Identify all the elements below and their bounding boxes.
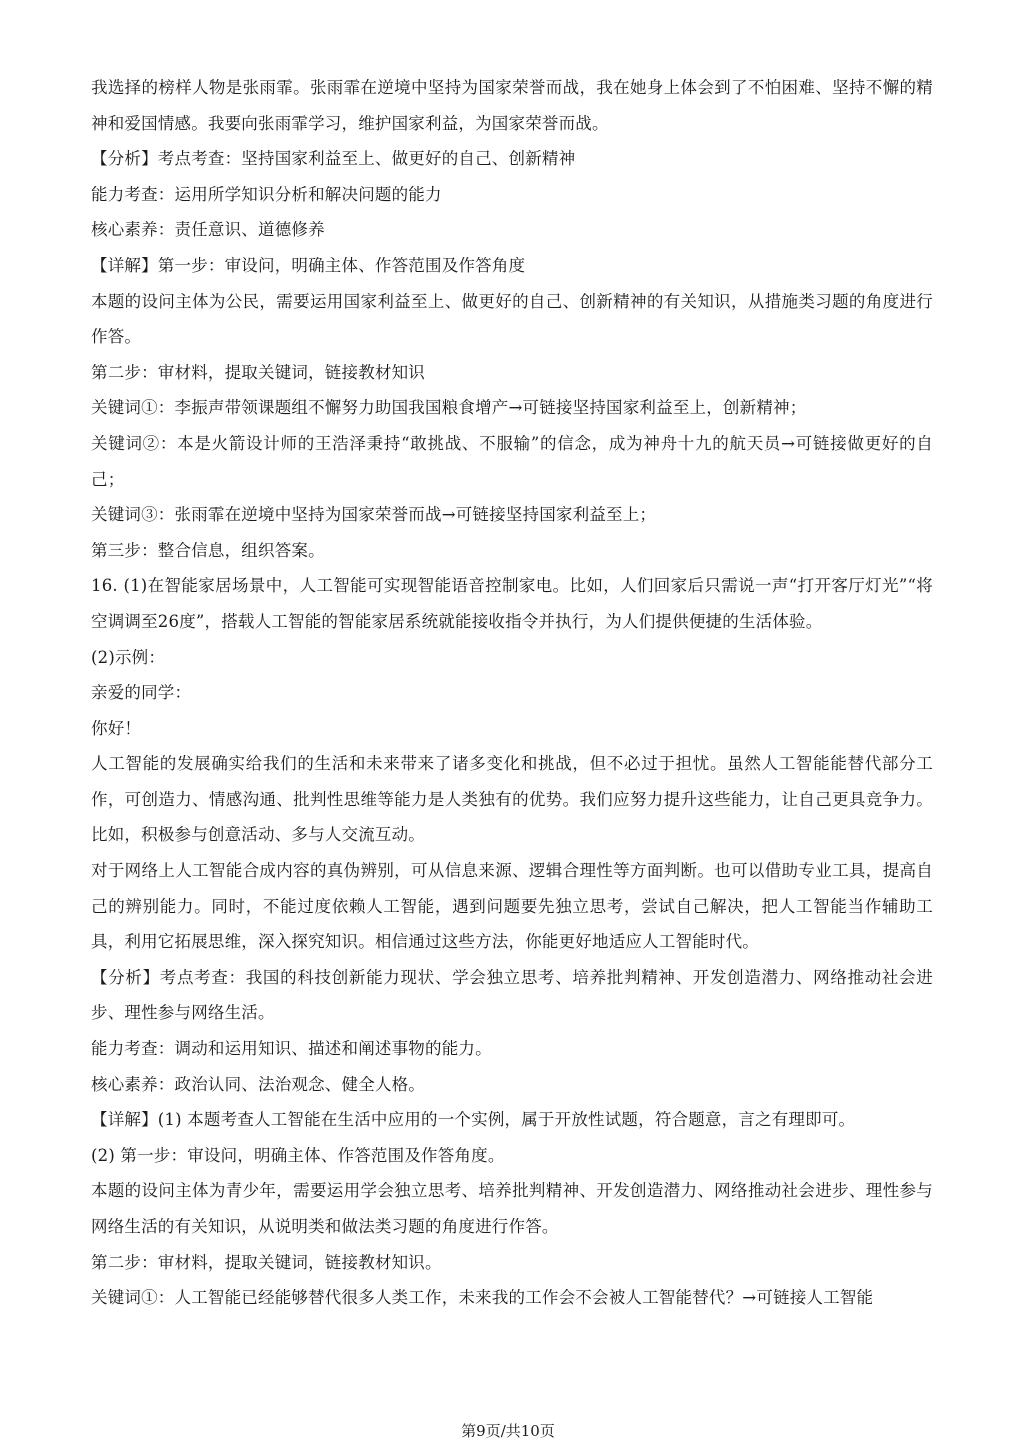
paragraph: 亲爱的同学：: [91, 683, 192, 703]
paragraph: (2)示例：: [91, 647, 166, 667]
paragraph: 人工智能的发展确实给我们的生活和未来带来了诸多变化和挑战，但不必过于担忧。虽然人工智能能替代部分工作，可创造力、情感沟通、批判性思维等能力是人类独有的优势。我们应努力提升这些能力，让自己更具竞争力。比如，积极参与创意活动、多与人交流互动。: [91, 754, 933, 845]
paragraph: 【详解】第一步：审设问，明确主体、作答范围及作答角度: [91, 255, 526, 275]
paragraph: 关键词①：李振声带领课题组不懈努力助国我国粮食增产→可链接坚持国家利益至上，创新精神；: [91, 398, 807, 418]
paragraph: (2) 第一步：审设问，明确主体、作答范围及作答角度。: [91, 1145, 505, 1165]
paragraph: 【分析】考点考查：我国的科技创新能力现状、学会独立思考、培养批判精神、开发创造潜力、网络推动社会进步、理性参与网络生活。: [91, 967, 933, 1023]
paragraph: 能力考查：运用所学知识分析和解决问题的能力: [91, 184, 442, 204]
paragraph: 关键词③：张雨霏在逆境中坚持为国家荣誉而战→可链接坚持国家利益至上；: [91, 505, 657, 525]
paragraph: 你好！: [91, 718, 142, 738]
paragraph: 第二步：审材料，提取关键词，链接教材知识。: [91, 1252, 442, 1272]
paragraph: 【详解】(1) 本题考查人工智能在生活中应用的一个实例，属于开放性试题，符合题意，言之有理即可。: [91, 1110, 856, 1130]
paragraph: 能力考查：调动和运用知识、描述和阐述事物的能力。: [91, 1039, 492, 1059]
paragraph: 【分析】考点考查：坚持国家利益至上、做更好的自己、创新精神: [91, 149, 576, 169]
paragraph: 关键词②：本是火箭设计师的王浩泽秉持“敢挑战、不服输”的信念，成为神舟十九的航天员→可链接做更好的自己；: [91, 433, 933, 489]
paragraph: 本题的设问主体为青少年，需要运用学会独立思考、培养批判精神、开发创造潜力、网络推动社会进步、理性参与网络生活的有关知识，从说明类和做法类习题的角度进行作答。: [91, 1181, 933, 1236]
paragraph: 核心素养：责任意识、道德修养: [91, 220, 325, 240]
paragraph: 对于网络上人工智能合成内容的真伪辨别，可从信息来源、逻辑合理性等方面判断。也可以借助专业工具，提高自己的辨别能力。同时，不能过度依赖人工智能，遇到问题要先独立思考，尝试自己解决，把人工智能当作辅助工具，利用它拓展思维，深入探究知识。相信通过这些方法，你能更好地适应人工智能时代。: [91, 861, 933, 952]
paragraph: 核心素养：政治认同、法治观念、健全人格。: [91, 1074, 425, 1094]
paragraph: 16. (1)在智能家居场景中，人工智能可实现智能语音控制家电。比如，人们回家后只需说一声“打开客厅灯光”“将空调调至26度”，搭载人工智能的智能家居系统就能接收指令并执行，为人们提供便捷的生活体验。: [91, 576, 933, 631]
document-body: [91, 70, 933, 1316]
paragraph: 关键词①：人工智能已经能够替代很多人类工作，未来我的工作会不会被人工智能替代？→可链接人工智能: [91, 1288, 874, 1308]
paragraph: 我选择的榜样人物是张雨霏。张雨霏在逆境中坚持为国家荣誉而战，我在她身上体会到了不怕困难、坚持不懈的精神和爱国情感。我要向张雨霏学习，维护国家利益，为国家荣誉而战。: [91, 78, 933, 133]
paragraph: 本题的设问主体为公民，需要运用国家利益至上、做更好的自己、创新精神的有关知识，从措施类习题的角度进行作答。: [91, 291, 933, 347]
paragraph: 第三步：整合信息，组织答案。: [91, 540, 325, 560]
paragraph: 第二步：审材料，提取关键词，链接教材知识: [91, 362, 425, 382]
page-number: 第9页/共10页: [461, 1422, 555, 1440]
